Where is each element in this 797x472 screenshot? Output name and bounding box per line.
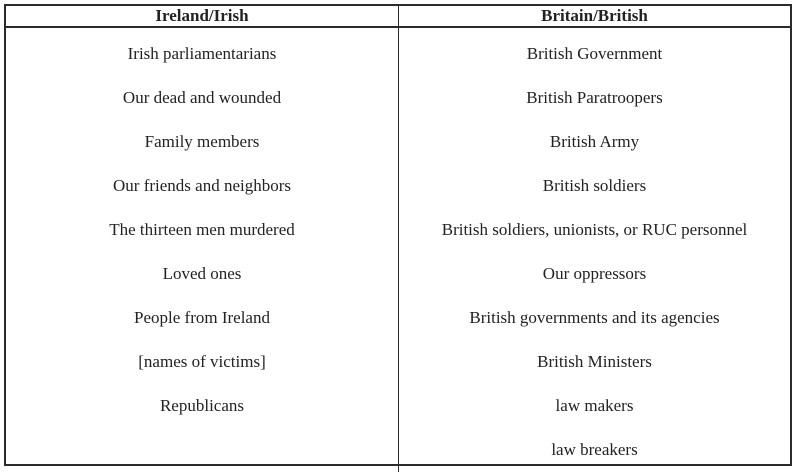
table-cell: Our friends and neighbors	[113, 176, 291, 195]
table-body	[6, 28, 790, 472]
table-cell: British soldiers	[542, 176, 647, 195]
header-ireland-irish: Ireland/Irish	[6, 6, 399, 26]
table-header-row	[6, 6, 790, 28]
table-cell: Loved ones	[162, 264, 242, 283]
table-cell: People from Ireland	[134, 308, 270, 327]
table-cell: Irish parliamentarians	[127, 44, 277, 63]
table-cell: [names of victims]	[138, 352, 266, 371]
table-cell: Family members	[144, 132, 260, 151]
britain-column	[399, 28, 790, 472]
table-cell: The thirteen men murdered	[109, 220, 295, 239]
table-cell: British Paratroopers	[526, 88, 663, 107]
table-cell: Our dead and wounded	[122, 88, 282, 107]
table-cell: British Government	[526, 44, 663, 63]
table-cell: British Ministers	[537, 352, 652, 371]
table-cell: British Army	[549, 132, 640, 151]
table-cell: British soldiers, unionists, or RUC personnel	[441, 220, 748, 239]
table-cell: British governments and its agencies	[469, 308, 720, 327]
header-britain-british: Britain/British	[541, 6, 648, 25]
table-cell: law makers	[555, 396, 634, 415]
table-cell: law breakers	[551, 440, 638, 459]
table-cell: Our oppressors	[542, 264, 647, 283]
ireland-column	[6, 28, 399, 472]
table-cell: Republicans	[159, 396, 245, 415]
comparison-table	[4, 4, 792, 466]
